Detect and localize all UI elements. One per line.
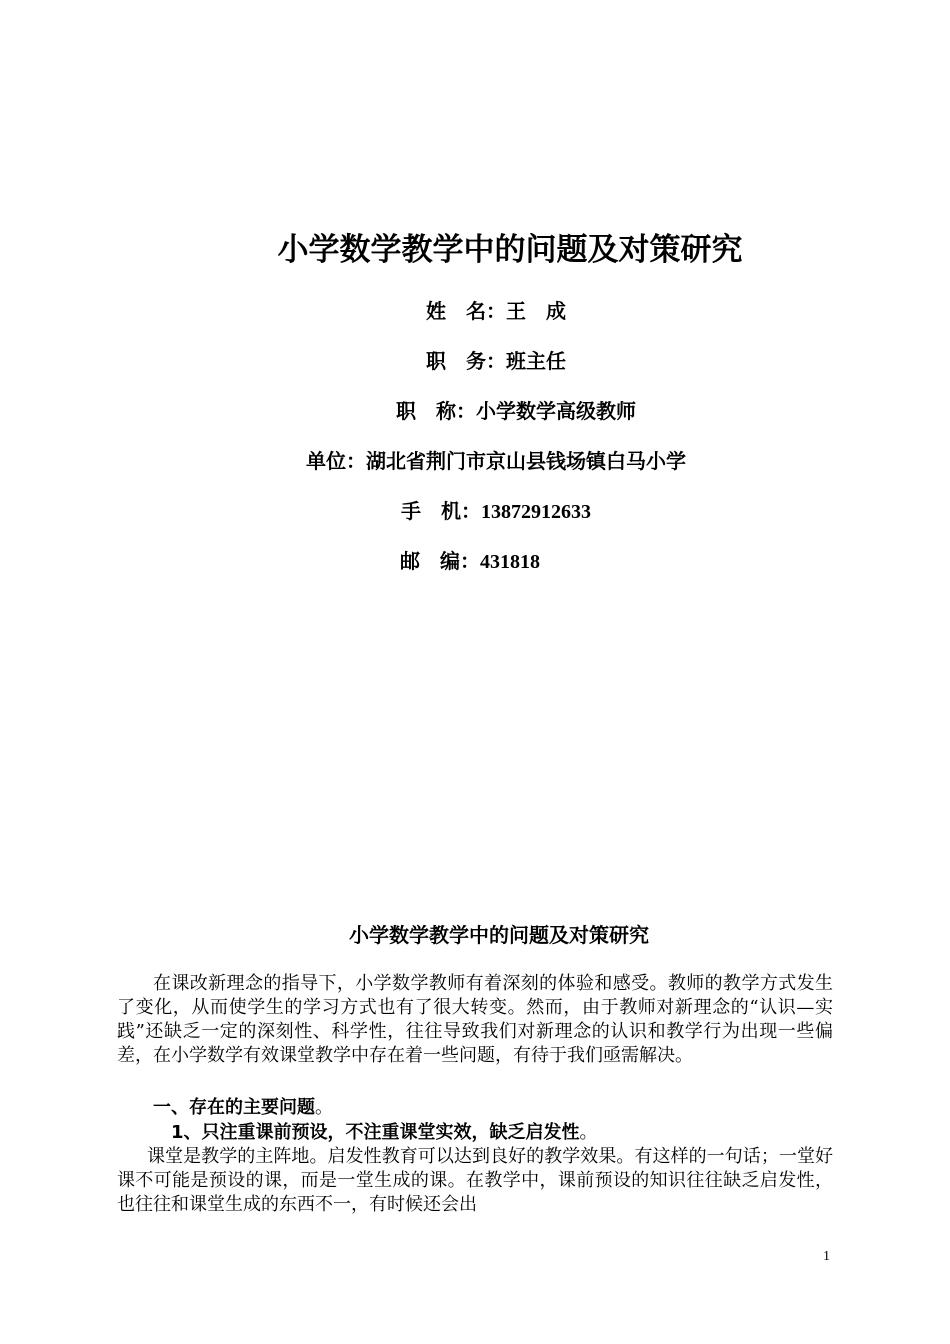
intro-paragraph: 在课改新理念的指导下，小学数学教师有着深刻的体验和感受。教师的教学方式发生了变化，从而使学生的学习方式也有了很大转变。然而，由于教师对新理念的“认识—实践”还缺乏一定的深刻性、科学性，往往导致我们对新理念的认识和教学行为出现一些偏差，在小学数学有效课堂教学中存在着一些问题，有待于我们亟需解决。 [117,973,833,1066]
heading-main-problems [153,1096,333,1120]
author-postcode-label: 邮 编： [400,549,480,573]
author-name-value: 王 成 [506,301,566,323]
author-phone-value: 13872912633 [481,501,591,523]
author-postcode-value: 431818 [480,551,540,573]
author-title-label: 职 称： [396,399,476,423]
heading-main-problems-punct: 。 [315,1097,333,1118]
author-title-value: 小学数学高级教师 [476,401,636,423]
author-phone-label: 手 机： [401,499,481,523]
heading-problem-1 [171,1121,598,1145]
section-title: 小学数学教学中的问题及对策研究 [349,923,649,947]
author-unit-value: 湖北省荆门市京山县钱场镇白马小学 [366,451,686,473]
author-unit-line [0,446,950,477]
author-phone-line [0,496,950,527]
paragraph-classroom: 课堂是教学的主阵地。启发性教育可以达到良好的教学效果。有这样的一句话；一堂好课不可能是预设的课，而是一堂生成的课。在教学中，课前预设的知识往往缺乏启发性，也往往和课堂生成的东西不一，有时候还会出 [117,1146,833,1215]
heading-problem-1-punct: 。 [579,1122,598,1143]
author-name-line [0,296,950,327]
document-title: 小学数学教学中的问题及对策研究 [277,232,743,268]
heading-problem-1-text: 1、只注重课前预设，不注重课堂实效，缺乏启发性 [171,1122,580,1143]
author-title-line [0,396,950,427]
page-number: 1 [823,1249,830,1264]
author-position-label: 职 务： [426,349,506,373]
author-position-value: 班主任 [506,351,566,373]
author-position-line [0,346,950,377]
heading-main-problems-text: 一、存在的主要问题 [153,1097,315,1118]
author-name-label: 姓 名： [426,299,506,323]
author-unit-label: 单位： [306,449,366,473]
author-postcode-line [0,546,940,577]
